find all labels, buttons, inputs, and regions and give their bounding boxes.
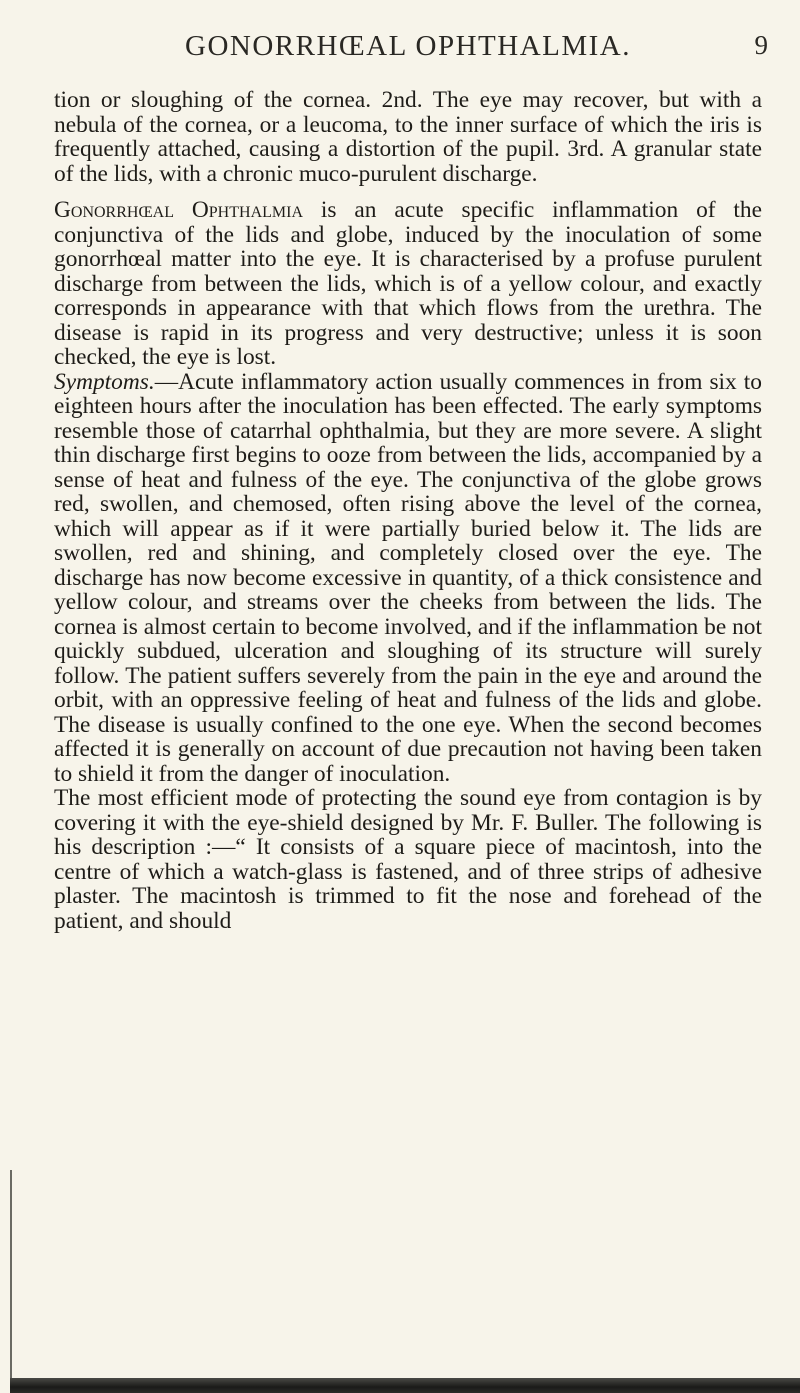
symptoms-text: —Acute inflammatory action usually commences in from six to eighteen hours after the inoculation has been effected. The early symptoms resemble those of catarrhal ophthalmia, but they are more severe. A slight thin discharge first begins to ooze from between the lids, accompanied by a sense of heat and fulness of the eye. The conjunctiva of the globe grows red, swollen, and chemosed, often rising above the level of the cornea, which will appear as if it were partially buried below it. The lids are swollen, red and shining, and completely closed over the eye. The discharge has now become excessive in quantity, of a thick consistence and yellow colour, and streams over the cheeks from between the lids. The cornea is almost certain to become involved, and if the inflammation be not quickly subdued, ulceration and sloughing of its structure will surely follow. The patient suffers severely from the pain in the eye and around the orbit, with an oppressive feeling of heat and fulness of the lids and globe. The disease is usually confined to the one eye. When the second becomes affected it is generally on account of due precaution not having been taken to shield it from the danger of inoculation. [54,368,762,787]
symptoms-heading: Symptoms. [54,368,155,395]
body-text [54,88,762,933]
paragraph-eye-shield: The most efficient mode of protecting the sound eye from contagion is by covering it with the eye-shield designed by Mr. F. Buller. The following is his description :—“ It consists of a square piece of macintosh, into the centre of which a watch-glass is fastened, and of three strips of adhesive plaster. The macintosh is trimmed to fit the nose and forehead of the patient, and should [54,785,762,934]
page-gutter-shadow [10,1170,12,1380]
section-lead-term: Gonorrhœal Ophthalmia [54,197,304,223]
scan-bottom-edge [10,1378,800,1393]
paragraph-definition [54,198,762,370]
paragraph-symptoms [54,370,762,787]
page-number: 9 [754,30,768,60]
definition-text: is an acute specific inflammation of the conjunctiva of the lids and globe, induced by the inoculation of some gonorrhœal matter into the eye. It is characterised by a profuse purulent discharge from between the lids, which is of a yellow colour, and exactly corresponds in appearance with that which flows from the urethra. The disease is rapid in its progress and very destructive; unless it is soon checked, the eye is lost. [54,197,763,370]
running-head [48,30,768,70]
running-title: GONORRHŒAL OPHTHALMIA. [185,30,631,62]
paragraph-continuation: tion or sloughing of the cornea. 2nd. The eye may recover, but with a nebula of the cornea, or a leucoma, to the inner surface of which the iris is frequently attached, causing a distortion of the pupil. 3rd. A granular state of the lids, with a chronic muco-purulent discharge. [54,87,762,187]
